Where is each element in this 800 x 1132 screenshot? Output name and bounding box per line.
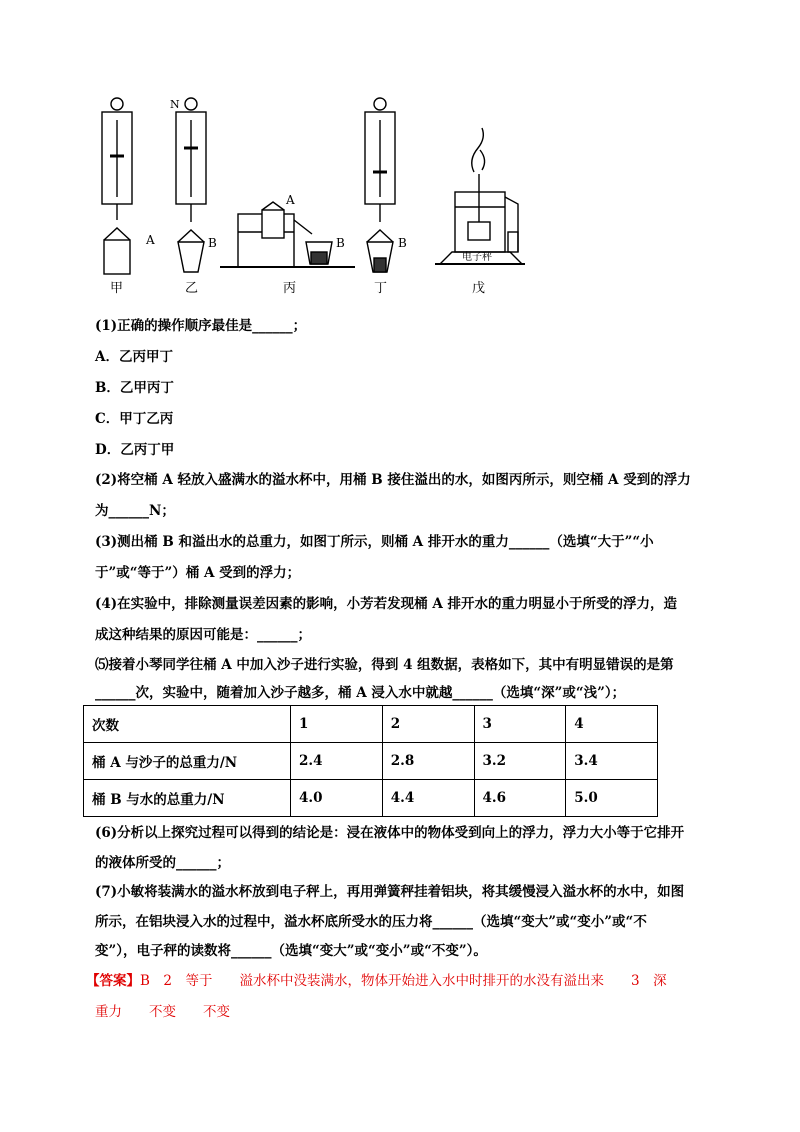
table-cell: 4 <box>566 706 658 743</box>
question-4-line-1: (4)在实验中，排除测量误差因素的影响，小芳若发现桶 A 排开水的重力明显小于所受的浮力，造 <box>95 596 678 612</box>
table-cell: 3.4 <box>566 743 658 780</box>
option-c: C．甲丁乙丙 <box>95 411 174 427</box>
table-cell: 2.4 <box>291 743 383 780</box>
table-cell: 3 <box>474 706 566 743</box>
question-3-line-1: (3)测出桶 B 和溢出水的总重力，如图丁所示，则桶 A 排开水的重力______（选填“大于”“小 <box>95 534 654 550</box>
spring-scale-jia <box>102 98 132 274</box>
table-row <box>84 780 658 817</box>
experiment-diagram <box>90 92 560 302</box>
question-6-line-1: (6)分析以上探究过程可以得到的结论是：浸在液体中的物体受到向上的浮力，浮力大小等于它排开 <box>95 825 685 841</box>
question-5-line-1: ⑸接着小琴同学往桶 A 中加入沙子进行实验，得到 4 组数据，表格如下，其中有明显错误的是第 <box>95 657 674 673</box>
answer-tag: 【答案】 <box>86 973 140 989</box>
scale-unit-label: N <box>170 98 180 111</box>
question-5-line-2: ______次，实验中，随着加入沙子越多，桶 A 浸入水中就越______（选填“深”或“浅”）； <box>95 685 626 701</box>
balance-setup <box>435 128 525 264</box>
question-7-line-1: (7)小敏将装满水的溢水杯放到电子秤上，再用弹簧秤挂着铝块，将其缓慢浸入溢水杯的水中，如图 <box>95 884 685 900</box>
label-yi: 乙 <box>185 281 199 296</box>
label-bucket-b-bing: B <box>336 236 345 250</box>
answer-line-2: 重力 不变 不变 <box>95 1004 230 1020</box>
table-cell: 桶 B 与水的总重力/N <box>84 780 291 817</box>
table-cell: 1 <box>291 706 383 743</box>
label-bucket-b-ding: B <box>398 236 407 250</box>
spring-scale-ding <box>365 98 395 272</box>
answer-line-1 <box>86 971 667 991</box>
option-a: A．乙丙甲丁 <box>95 349 173 365</box>
table-cell: 次数 <box>84 706 291 743</box>
question-4-line-2: 成这种结果的原因可能是：______； <box>95 627 311 643</box>
question-7-line-3: 变”），电子秤的读数将______（选填“变大”或“变小”或“不变”）。 <box>95 943 487 959</box>
table-cell: 4.6 <box>474 780 566 817</box>
overflow-cup-setup <box>220 202 355 267</box>
label-ding: 丁 <box>374 281 388 296</box>
label-bucket-b-yi: B <box>208 236 217 250</box>
table-cell: 桶 A 与沙子的总重力/N <box>84 743 291 780</box>
option-b: B．乙甲丙丁 <box>95 380 174 396</box>
table-cell: 4.4 <box>382 780 474 817</box>
label-bucket-a-bing: A <box>286 193 295 207</box>
table-cell: 5.0 <box>566 780 658 817</box>
table-row <box>84 743 658 780</box>
question-3-line-2: 于”或“等于”）桶 A 受到的浮力； <box>95 565 301 581</box>
label-bucket-a: A <box>146 233 155 247</box>
question-1: (1)正确的操作顺序最佳是______； <box>95 318 307 334</box>
label-bing: 丙 <box>283 281 297 296</box>
option-d: D．乙丙丁甲 <box>95 442 175 458</box>
label-wu: 戊 <box>472 281 486 296</box>
spring-scale-yi <box>176 98 206 272</box>
table-cell: 4.0 <box>291 780 383 817</box>
question-7-line-2: 所示，在铝块浸入水的过程中，溢水杯底所受水的压力将______（选填“变大”或“变小”或“不 <box>95 914 647 930</box>
table-cell: 2 <box>382 706 474 743</box>
table-cell: 2.8 <box>382 743 474 780</box>
experiment-figure <box>90 92 560 302</box>
label-jia: 甲 <box>110 281 124 296</box>
data-table <box>83 705 658 817</box>
table-cell: 3.2 <box>474 743 566 780</box>
question-6-line-2: 的液体所受的______； <box>95 855 230 871</box>
question-2-line-1: (2)将空桶 A 轻放入盛满水的溢水杯中，用桶 B 接住溢出的水，如图丙所示，则空桶 A 受到的浮力 <box>95 472 691 488</box>
table-row <box>84 706 658 743</box>
question-2-line-2: 为______N； <box>95 503 175 519</box>
answer-text: B 2 等于 溢水杯中没装满水，物体开始进入水中时排开的水没有溢出来 3 深 <box>140 973 667 989</box>
label-balance: 电子秤 <box>462 252 492 263</box>
